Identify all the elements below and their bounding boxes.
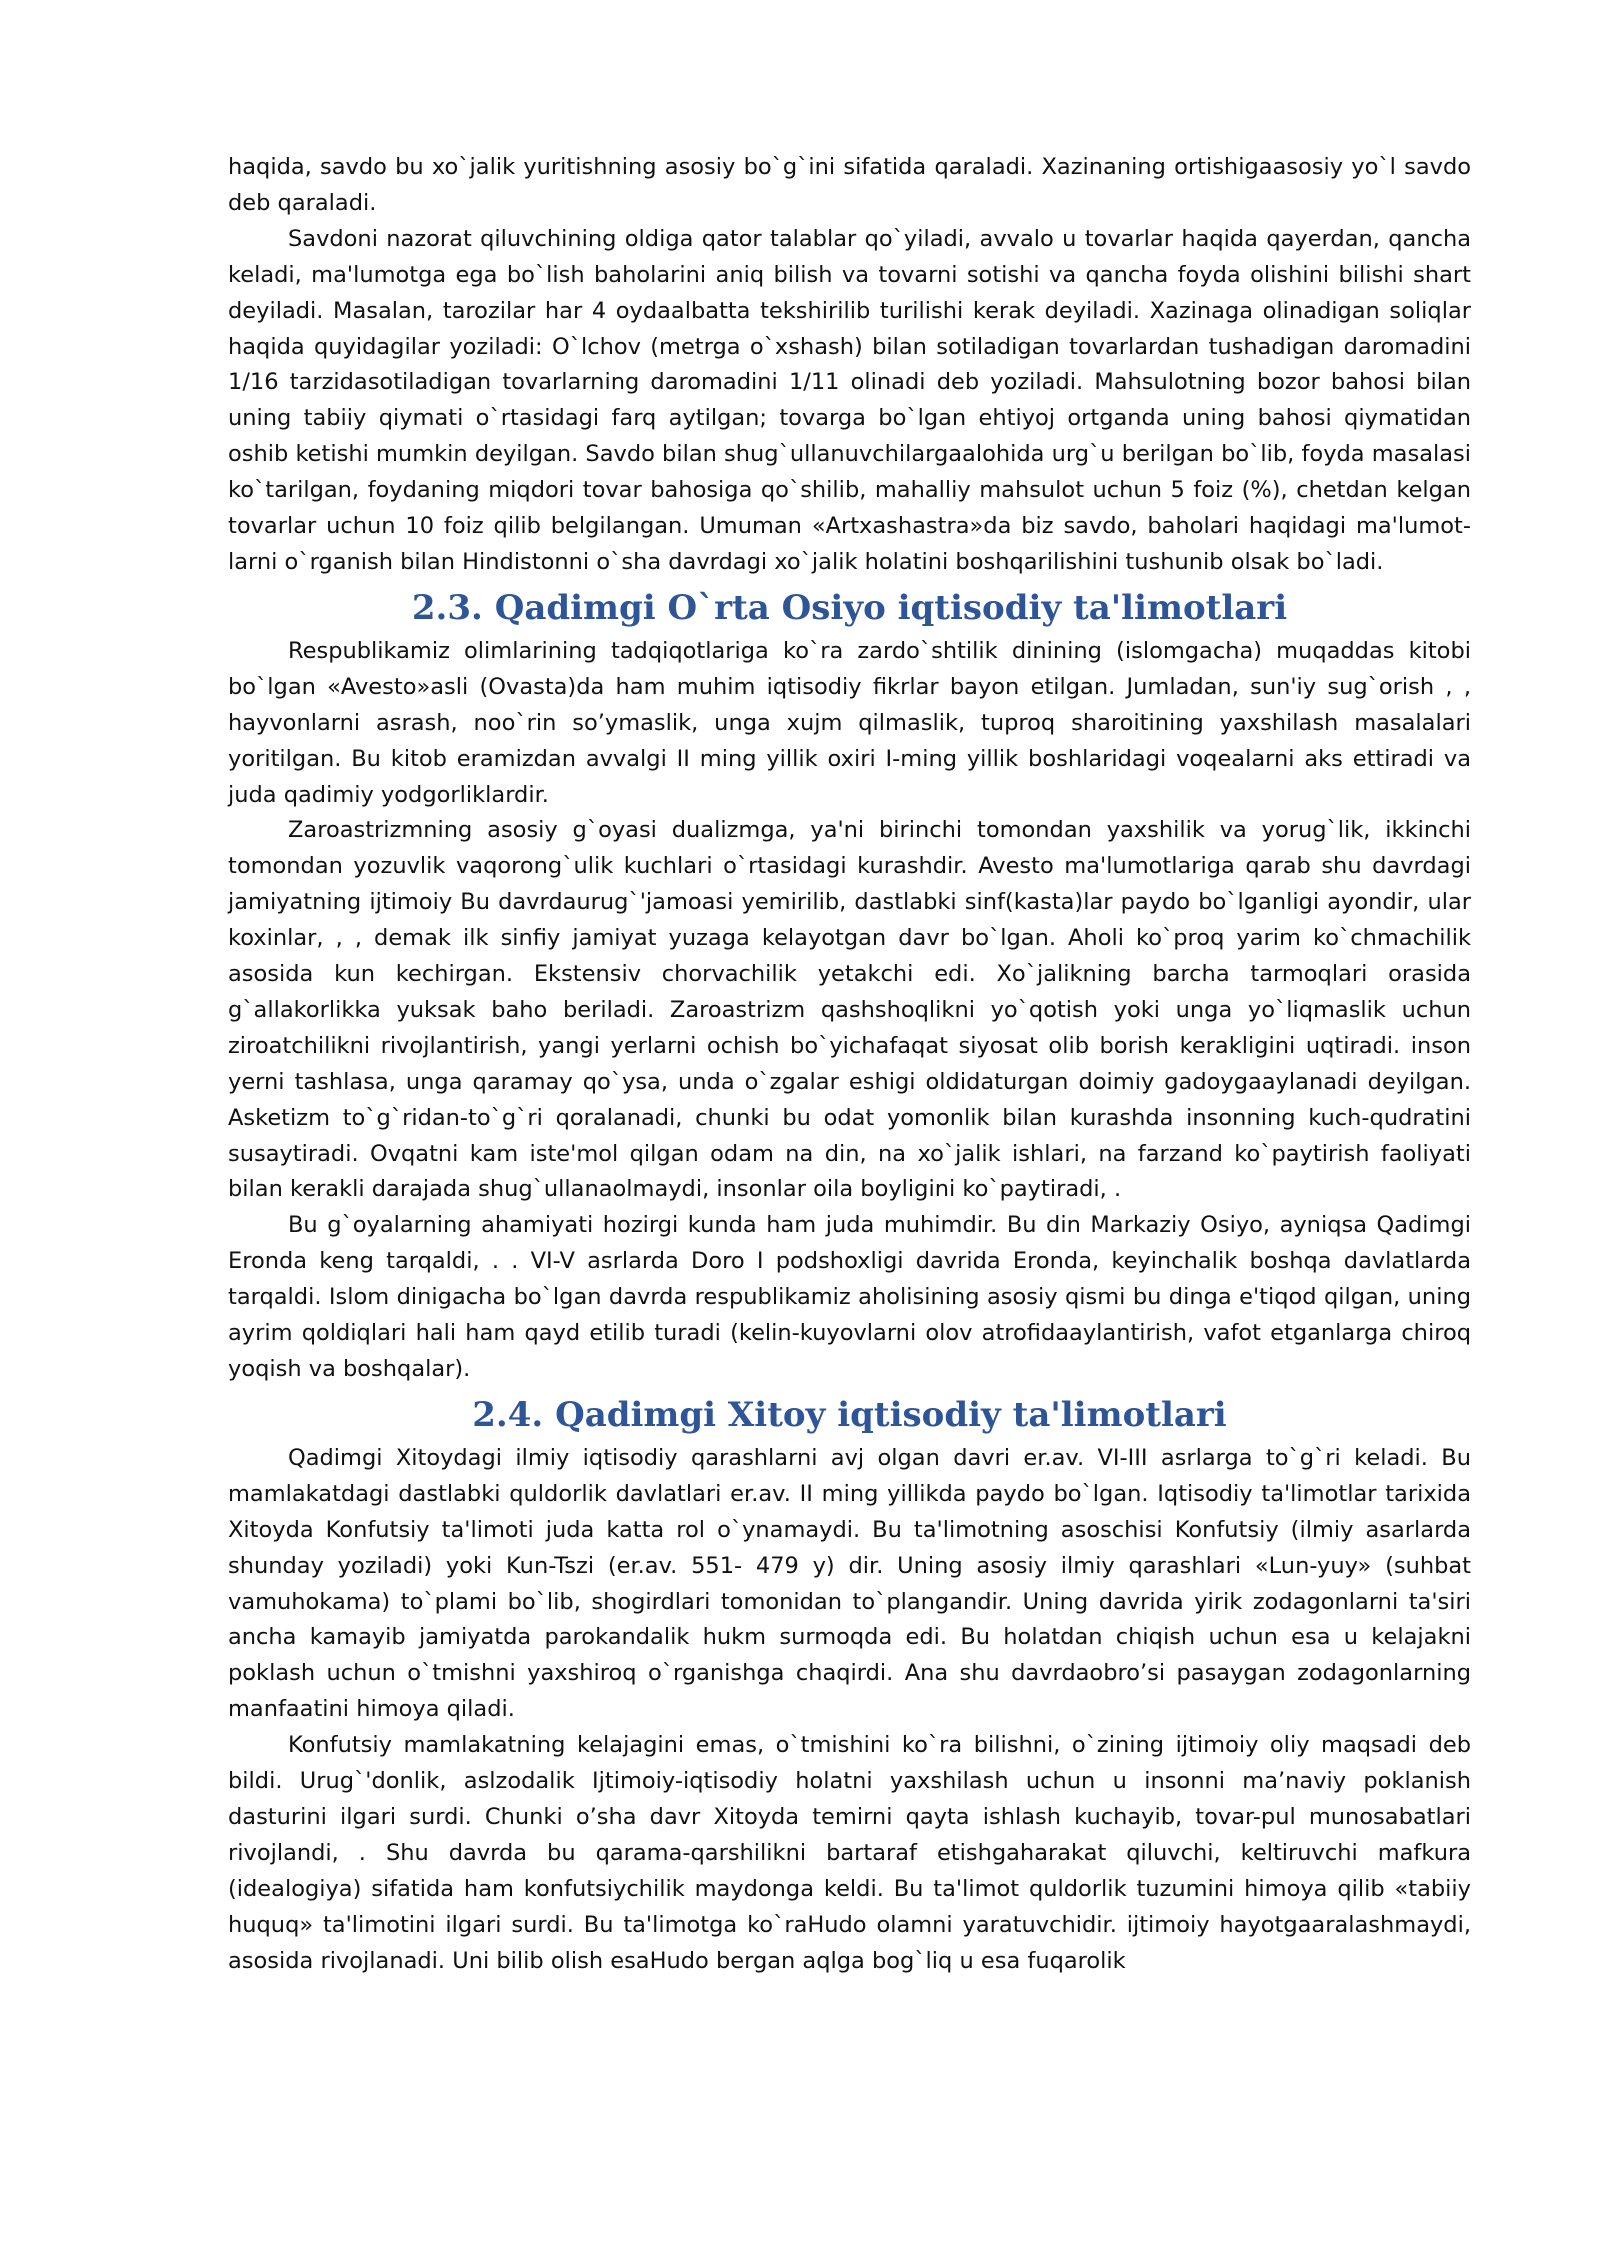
paragraph-continuation: haqida, savdo bu xo`jalik yuritishning asosiy bo`g`ini sifatida qaraladi. Xazinaning ortishigaasosiy yo`l savdo deb qaraladi. <box>228 154 1471 216</box>
paragraph: Respublikamiz olimlarining tadqiqotlariga ko`ra zardo`shtilik dinining (islomgacha) muqaddas kitobi bo`lgan «Avesto»asli (Ovasta)da ham muhim iqtisodiy fikrlar bayon etilgan. Jumladan, sun'iy sug`orish , , hayvonlarni asrash, noo`rin so’ymaslik, unga xujm qilmaslik, tuproq sharoitining yaxshilash masalalari yoritilgan. Bu kitob eramizdan avvalgi II ming yillik oxiri I-ming yillik boshlaridagi voqealarni aks ettiradi va juda qadimiy yodgorliklardir. <box>228 637 1471 808</box>
paragraph: Qadimgi Xitoydagi ilmiy iqtisodiy qarashlarni avj olgan davri er.av. VI-III asrlarga to`g`ri keladi. Bu mamlakatdagi dastlabki quldorlik davlatlari er.av. II ming yillikda paydo bo`lgan. Iqtisodiy ta'limotlar tarixida Xitoyda Konfutsiy ta'limoti juda katta rol o`ynamaydi. Bu ta'limotning asoschisi Konfutsiy (ilmiy asarlarda shunday yoziladi) yoki Kun-Tszi (er.av. 551- 479 y) dir. Uning asosiy ilmiy qarashlari «Lun-yuy» (suhbat vamuhokama) to`plami bo`lib, shogirdlari tomonidan to`plangandir. Uning davrida yirik zodagonlarni ta'siri ancha kamayib jamiyatda parokandalik hukm surmoqda edi. Bu holatdan chiqish uchun esa u kelajakni poklash uchun o`tmishni yaxshiroq o`rganishga chaqirdi. Ana shu davrdaobro’si pasaygan zodagonlarning manfaatini himoya qiladi. <box>228 1444 1471 1723</box>
section-heading-2-4: 2.4. Qadimgi Xitoy iqtisodiy ta'limotlari <box>472 1394 1227 1435</box>
paragraph: Zaroastrizmning asosiy g`oyasi dualizmga, ya'ni birinchi tomondan yaxshilik va yorug`lik, ikkinchi tomondan yozuvlik vaqorong`ulik kuchlari o`rtasidagi kurashdir. Avesto ma'lumotlariga qarab shu davrdagi jamiyatning ijtimoiy Bu davrdaurug`'jamoasi yemirilib, dastlabki sinf(kasta)lar paydo bo`lganligi ayondir, ular koxinlar, , , demak ilk sinfiy jamiyat yuzaga kelayotgan davr bo`lgan. Aholi ko`proq yarim ko`chmachilik asosida kun kechirgan. Ekstensiv chorvachilik yetakchi edi. Xo`jalikning barcha tarmoqlari orasida g`allakorlikka yuksak baho beriladi. Zaroastrizm qashshoqlikni yo`qotish yoki unga yo`liqmaslik uchun ziroatchilikni rivojlantirish, yangi yerlarni ochish bo`yichafaqat siyosat olib borish kerakligini uqtiradi. inson yerni tashlasa, unga qaramay qo`ysa, unda o`zgalar eshigi oldidaturgan doimiy gadoygaaylanadi deyilgan. Asketizm to`g`ridan-to`g`ri qoralanadi, chunki bu odat yomonlik bilan kurashda insonning kuch-qudratini susaytiradi. Ovqatni kam iste'mol qilgan odam na din, na xo`jalik ishlari, na farzand ko`paytirish faoliyati bilan kerakli darajada shug`ullanaolmaydi, insonlar oila boyligini ko`paytiradi, . <box>228 817 1471 1203</box>
document-page <box>228 150 1471 1980</box>
section-heading-2-3: 2.3. Qadimgi O`rta Osiyo iqtisodiy ta'limotlari <box>411 587 1288 628</box>
paragraph: Savdoni nazorat qiluvchining oldiga qator talablar qo`yiladi, avvalo u tovarlar haqida qayerdan, qancha keladi, ma'lumotga ega bo`lish baholarini aniq bilish va tovarni sotishi va qancha foyda olishini bilishi shart deyiladi. Masalan, tarozilar har 4 oydaalbatta tekshirilib turilishi kerak deyiladi. Xazinaga olinadigan soliqlar haqida quyidagilar yoziladi: O`lchov (metrga o`xshash) bilan sotiladigan tovarlardan tushadigan daromadini 1/16 tarzidasotiladigan tovarlarning daromadini 1/11 olinadi deb yoziladi. Mahsulotning bozor bahosi bilan uning tabiiy qiymati o`rtasidagi farq aytilgan; tovarga bo`lgan ehtiyoj ortganda uning bahosi qiymatidan oshib ketishi mumkin deyilgan. Savdo bilan shug`ullanuvchilargaalohida urg`u berilgan bo`lib, foyda masalasi ko`tarilgan, foydaning miqdori tovar bahosiga qo`shilib, mahalliy mahsulot uchun 5 foiz (%), chetdan kelgan tovarlar uchun 10 foiz qilib belgilangan. Umuman «Artxashastra»da biz savdo, baholari haqidagi ma'lumot-larni o`rganish bilan Hindistonni o`sha davrdagi xo`jalik holatini boshqarilishini tushunib olsak bo`ladi. <box>228 225 1471 575</box>
paragraph: Bu g`oyalarning ahamiyati hozirgi kunda ham juda muhimdir. Bu din Markaziy Osiyo, ayniqsa Qadimgi Eronda keng tarqaldi, . . VI-V asrlarda Doro I podshoxligi davrida Eronda, keyinchalik boshqa davlatlarda tarqaldi. Islom dinigacha bo`lgan davrda respublikamiz aholisining asosiy qismi bu dinga e'tiqod qilgan, uning ayrim qoldiqlari hali ham qayd etilib turadi (kelin-kuyovlarni olov atrofidaaylantirish, vafot etganlarga chiroq yoqish va boshqalar). <box>228 1212 1471 1382</box>
paragraph: Konfutsiy mamlakatning kelajagini emas, o`tmishini ko`ra bilishni, o`zining ijtimoiy oliy maqsadi deb bildi. Urug`'donlik, aslzodalik Ijtimoiy-iqtisodiy holatni yaxshilash uchun u insonni ma’naviy poklanish dasturini ilgari surdi. Chunki o’sha davr Xitoyda temirni qayta ishlash kuchayib, tovar-pul munosabatlari rivojlandi, . Shu davrda bu qarama-qarshilikni bartaraf etishgaharakat qiluvchi, keltiruvchi mafkura (idealogiya) sifatida ham konfutsiychilik maydonga keldi. Bu ta'limot quldorlik tuzumini himoya qilib «tabiiy huquq» ta'limotini ilgari surdi. Bu ta'limotga ko`raHudo olamni yaratuvchidir. ijtimoiy hayotgaaralashmaydi, asosida rivojlanadi. Uni bilib olish esaHudo bergan aqlga bog`liq u esa fuqarolik <box>228 1732 1471 1974</box>
